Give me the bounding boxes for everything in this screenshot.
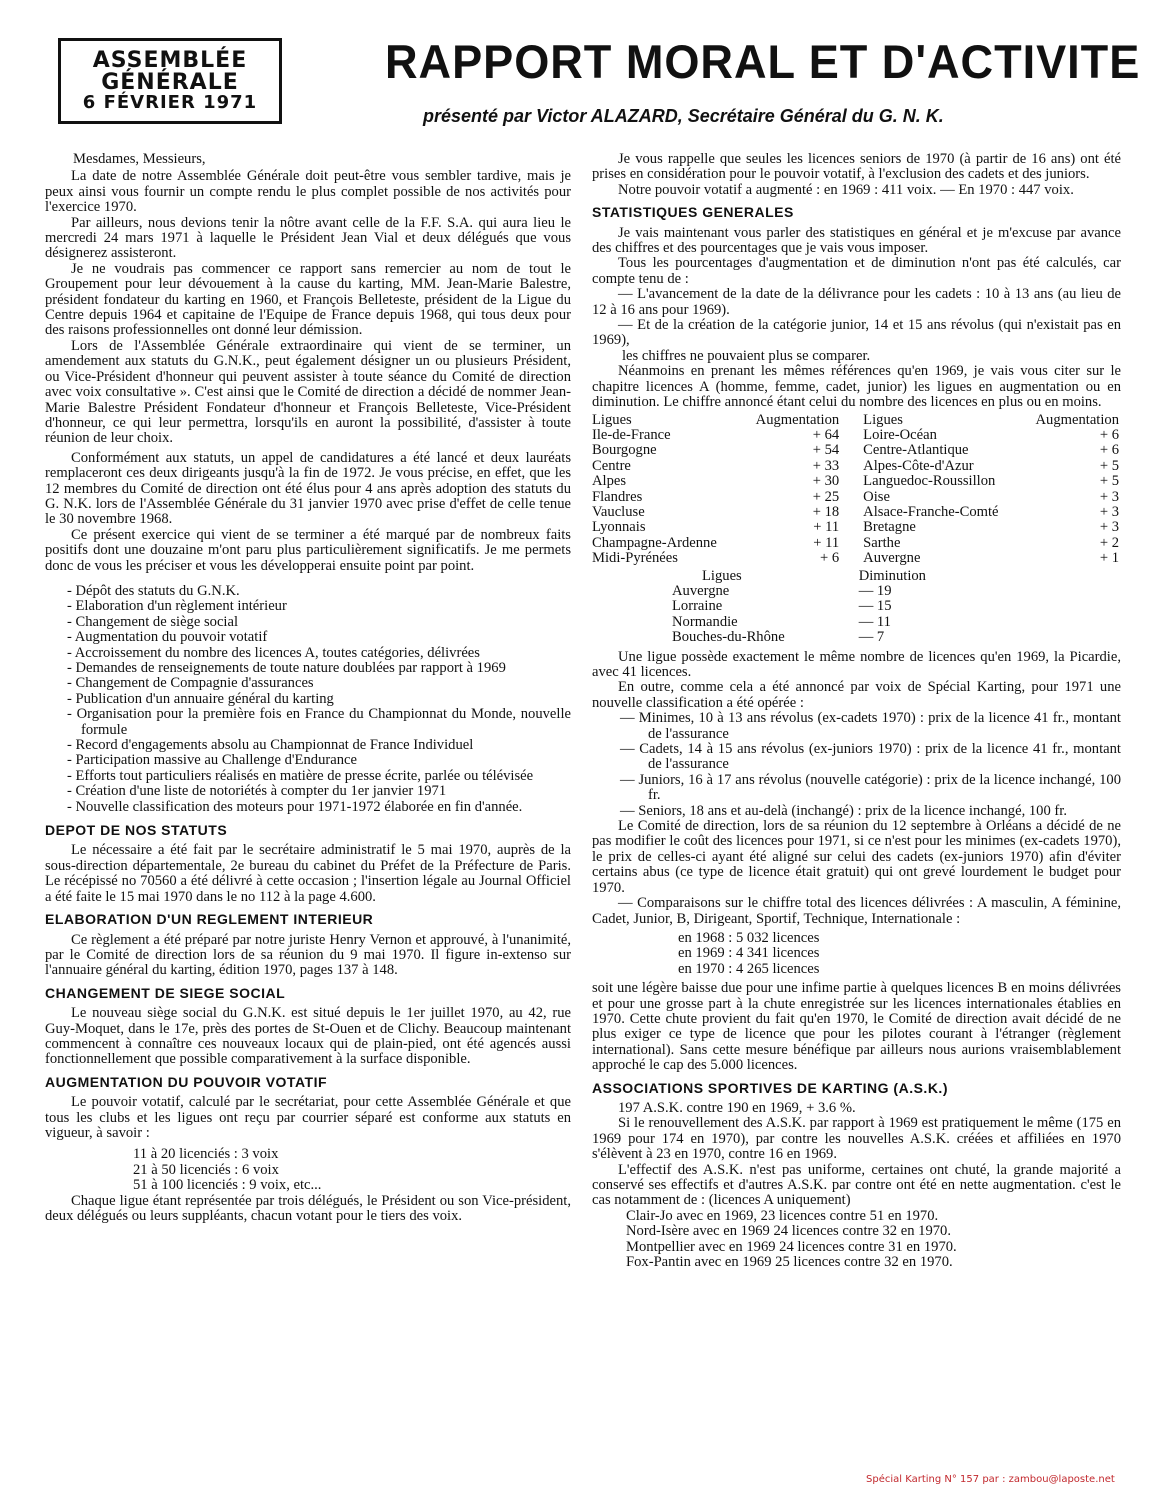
section-heading-pouvoir: AUGMENTATION DU POUVOIR VOTATIF [45,1073,328,1090]
league-value: — 15 [858,598,892,615]
badge-line-1: ASSEMBLÉE [92,48,248,73]
paragraph: Notre pouvoir votatif a augmenté : en 1969 : 411 voix. — En 1970 : 447 voix. [618,181,1074,198]
increase-table [592,413,1121,567]
league-name: Auvergne [863,550,921,567]
source-credit: Spécial Karting N° 157 par : zambou@laposte.net [866,1474,1115,1485]
class-item: — Minimes, 10 à 13 ans révolus (ex-cadets 1970) : prix de la licence 41 fr., montant de l'assurance [620,710,1121,742]
table-row [592,474,1121,489]
column-header: Augmentation [1035,411,1119,428]
list-item: - Création d'une liste de notoriétés à compter du 1er janvier 1971 [67,783,447,800]
league-value: + 30 [812,473,840,490]
salutation: Mesdames, Messieurs, [73,151,206,167]
paragraph: Si le renouvellement des A.S.K. par rapport à 1969 est pratiquement le même (175 en 1969 pour 174 en 1970), par contre les nouvelles A.S.K. créées et affiliées en 1970 s'élèvent à 23 en 1970, contre 16 en 1969. [592,1115,1121,1163]
table-row [592,443,1121,458]
page-title: RAPPORT MORAL ET D'ACTIVITE [385,35,1141,88]
league-value: + 3 [1099,488,1119,505]
league-value: + 54 [812,442,840,459]
column-header: Ligues [863,411,903,428]
list-item: - Efforts tout particuliers réalisés en matière de presse écrite, parlée ou télévisée [67,767,534,784]
table-row [592,551,1121,566]
table-row [592,505,1121,520]
table-row [672,630,926,645]
league-name: Loire-Océan [863,426,937,443]
league-value: — 11 [858,613,891,630]
class-item: — Seniors, 18 ans et au-delà (inchangé) : prix de la licence inchangé, 100 fr. [620,802,1067,819]
paragraph: Je vais maintenant vous parler des statistiques en général et je m'excuse par avance des chiffres et des pourcentages que je vais vous imposer. [592,224,1121,257]
league-value: + 2 [1099,534,1119,551]
paragraph: Le Comité de direction, lors de sa réunion du 12 septembre à Orléans a décidé de ne pas modifier le coût des licences pour 1971, si ce n'est pour les minimes (ex-cadets 1970), le prix de celles-ci ayant été aligné sur celui des cadets (ex-juniors 1970) afin d'éviter certains abus (ce type de licence était gratuit) qui ont grevé lourdement le budget pour 1970. [592,818,1121,896]
league-name: Alsace-Franche-Comté [863,503,999,520]
section-heading-siege: CHANGEMENT DE SIEGE SOCIAL [45,984,286,1001]
league-name: Lyonnais [592,519,646,536]
table-row [592,520,1121,535]
badge-line-3: 6 FÉVRIER 1971 [82,92,258,113]
league-value: + 3 [1099,519,1119,536]
league-name: Languedoc-Roussillon [863,473,996,490]
paragraph: les chiffres ne pouvaient plus se comparer. [622,347,871,364]
list-item: - Changement de Compagnie d'assurances [67,675,314,692]
league-name: Flandres [592,488,643,505]
league-value: + 3 [1099,503,1119,520]
table-row [592,536,1121,551]
club-list [626,1209,1121,1271]
table-row [672,584,926,599]
list-item: - Changement de siège social [67,613,239,630]
page-subtitle: présenté par Victor ALAZARD, Secrétaire Général du G. N. K. [423,106,944,126]
list-item: - Elaboration d'un règlement intérieur [67,598,287,615]
paragraph: 197 A.S.K. contre 190 en 1969, + 3.6 %. [618,1099,856,1116]
list-item: - Dépôt des statuts du G.N.K. [67,582,240,599]
paragraph: — Comparaisons sur le chiffre total des licences délivrées : A masculin, A féminine, Cadet, Junior, B, Dirigeant, Sportif, Technique, Internationale : [592,895,1121,927]
table-header-row [672,569,926,584]
league-name: Vaucluse [592,503,645,520]
paragraph: Le nécessaire a été fait par le secrétaire administratif le 5 mai 1970, auprès de la sous-direction départementale, 2e bureau du cabinet du Préfet de la Préfecture de Paris. Le récépissé no 70560 a été délivré à cette occasion ; l'insertion légale au Journal Officiel a été faite le 15 mai 1970 dans le no 112 à la page 4.600. [45,842,571,905]
section-heading-ask: ASSOCIATIONS SPORTIVES DE KARTING (A.S.K.) [592,1079,948,1096]
league-name: Ile-de-France [592,426,671,443]
paragraph: Ce règlement a été préparé par notre juriste Henry Vernon et approuvé, à l'unanimité, par le Comité de direction lors de sa réunion du 9 mai 1970. Il figure in-extenso sur l'annuaire général du karting, édition 1970, pages 137 à 148. [45,931,571,979]
league-value: + 6 [1099,442,1119,459]
licence-totals [678,931,1121,977]
league-name: Sarthe [863,534,901,551]
league-name: Bouches-du-Rhône [672,629,785,646]
class-item: — Juniors, 16 à 17 ans révolus (nouvelle catégorie) : prix de la licence inchangé, 100 fr. [620,771,1121,804]
league-value: + 1 [1099,550,1119,567]
paragraph: Néanmoins en prenant les mêmes références qu'en 1969, je vais vous citer sur le chapitre licences A (homme, femme, cadet, junior) les ligues en augmentation ou en diminution. Le chiffre annoncé étant celui du nombre des licences en plus ou en moins. [592,363,1121,411]
list-item: - Publication d'un annuaire général du karting [67,690,334,707]
league-name: Bretagne [863,519,916,536]
list-item: - Organisation pour la première fois en France du Championnat du Monde, nouvelle formule [67,706,571,738]
league-value: + 64 [812,426,840,443]
league-name: Midi-Pyrénées [592,550,678,567]
paragraph: Je vous rappelle que seules les licences seniors de 1970 (à partir de 16 ans) ont été prises en considération pour le pouvoir votatif, à l'exclusion des cadets et des juniors. [592,151,1121,183]
table-row [592,490,1121,505]
badge-line-2: GÉNÉRALE [101,70,239,95]
list-item: - Accroissement du nombre des licences A, toutes catégories, délivrées [67,644,480,661]
league-name: Oise [863,488,890,505]
paragraph: La date de notre Assemblée Générale doit peut-être vous sembler tardive, mais je peux ainsi vous fournir un compte rendu le plus complet possible de nos activités pour l'exercice 1970. [45,168,571,216]
paragraph: Une ligue possède exactement le même nombre de licences qu'en 1969, la Picardie, avec 41 licences. [592,648,1121,680]
paragraph: Tous les pourcentages d'augmentation et de diminution n'ont pas été calculés, car compte tenu de : [592,255,1121,287]
paragraph: soit une légère baisse due pour une infime partie à quelques licences B en moins délivrées et pour une grosse part à la chute enregistrée sur les licences internationales établies en 1970. Cette chute provient du fait qu'en 1970, le Comité de direction avait décidé de ne plus exiger ce type de licence que pour les pilotes courant à l'étranger (règlement international). Sans cette mesure bénéfique par ailleurs nous aurions vraisemblablement approché le cap des 5.000 licences. [592,980,1121,1074]
club-row: Fox-Pantin avec en 1969 25 licences contre 32 en 1970. [626,1254,953,1271]
league-value: — 19 [858,582,892,599]
paragraph: Conformément aux statuts, un appel de candidatures a été lancé et deux lauréats remplaceront ces deux dirigeants jusqu'à la fin de 1972. Je vous précise, en effet, que les 12 membres du Comité de direction ont été élus pour 4 ans après adoption des statuts du G. N.K. lors de l'Assemblée Générale du 31 janvier 1970 avec prise d'effet de celle tenue le 30 novembre 1968. [45,449,571,528]
league-value: + 6 [1099,426,1119,443]
list-item: - Record d'engagements absolu au Championnat de France Individuel [67,737,474,754]
paragraph: Chaque ligue étant représentée par trois délégués, le Président ou son Vice-président, deux délégués ou leurs suppléants, chacun votant pour le tiers des voix. [45,1192,571,1224]
total-row: en 1968 : 5 032 licences [678,929,820,946]
table-row [672,615,926,630]
paragraph: Le nouveau siège social du G.N.K. est situé depuis le 1er juillet 1970, au 42, rue Guy-Moquet, dans le 17e, près des portes de St-Ouen et de Clichy. Beaucoup maintenant commencent à connaître ces nouveaux locaux qui de plain-pied, ont été agencés aussi fonctionnellement que possible comparativement à la surface disponible. [45,1005,571,1068]
column-header: Diminution [858,567,926,584]
column-header: Ligues [592,411,632,428]
assembly-date-badge [58,38,282,124]
section-heading-reglement: ELABORATION D'UN REGLEMENT INTERIEUR [45,911,374,928]
vote-row: 11 à 20 licenciés : 3 voix [133,1146,279,1163]
paragraph: Le pouvoir votatif, calculé par le secrétariat, pour cette Assemblée Générale et que tous les clubs et les ligues ont reçu par courrier séparé est conforme aux statuts en vigueur, à savoir : [45,1094,571,1141]
class-item: — Cadets, 14 à 15 ans révolus (ex-juniors 1970) : prix de la licence 41 fr., montant de l'assurance [620,741,1121,773]
highlights-list [67,584,571,815]
column-header: Augmentation [755,411,840,428]
league-value: + 11 [813,534,840,551]
paragraph: Je ne voudrais pas commencer ce rapport sans remercier au nom de tout le Groupement pour leur dévouement à la cause du karting, MM. Jean-Marie Balestre, président fondateur du karting en 1960, et François Belleteste, président de la Ligue du Centre depuis 1964 et capitaine de l'Equipe de France depuis 1968, qui tous deux pour des raisons professionnelles ont donné leur démission. [45,260,571,339]
league-value: + 18 [812,503,840,520]
club-row: Montpellier avec en 1969 24 licences contre 31 en 1970. [626,1238,957,1255]
vote-row: 21 à 50 licenciés : 6 voix [133,1161,279,1178]
league-name: Normandie [672,613,738,630]
column-header: Ligues [702,567,742,584]
left-column [45,152,571,1224]
league-name: Bourgogne [592,442,657,459]
league-value: + 11 [813,519,840,536]
paragraph: En outre, comme cela a été annoncé par voix de Spécial Karting, pour 1971 une nouvelle classification a été opérée : [592,679,1121,711]
league-value: — 7 [858,629,885,646]
total-row: en 1969 : 4 341 licences [678,945,820,962]
table-row [592,459,1121,474]
league-value: + 33 [812,457,840,474]
league-name: Centre-Atlantique [863,442,969,459]
paragraph: Lors de l'Assemblée Générale extraordinaire qui vient de se terminer, un amendement aux statuts du G.N.K., peut également désigner un ou plusieurs Président, ou Vice-Président d'honneur qui peuvent assister à toute séance du Comité de direction avec voix consultative ». C'est ainsi que le Comité de direction a décidé de nommer Jean-Marie Balestre Président Fondateur d'honneur et François Belleteste, Vice-Président d'honneur, ce qui leur permettra, lorsqu'ils en auront la possibilité, d'assister à toute réunion de leur choix. [45,337,571,447]
section-heading-depot: DEPOT DE NOS STATUTS [45,822,228,839]
league-value: + 6 [819,550,840,567]
paragraph: L'effectif des A.S.K. n'est pas uniforme, certaines ont chuté, la grande majorité a conservé ses effectifs et d'autres A.S.K. par contre ont été en nette augmentation. c'est le cas notamment de : (licences A uniquement) [592,1161,1121,1209]
list-item: - Nouvelle classification des moteurs pour 1971-1972 élaborée en fin d'année. [67,798,523,815]
section-heading-statistiques: STATISTIQUES GENERALES [592,204,794,221]
league-value: + 5 [1099,457,1119,474]
list-item: - Augmentation du pouvoir votatif [67,629,268,646]
paragraph: — Et de la création de la catégorie junior, 14 et 15 ans révolus (qui n'existait pas en 1969), [592,317,1121,349]
list-item: - Demandes de renseignements de toute nature doublées par rapport à 1969 [67,660,506,676]
league-name: Champagne-Ardenne [592,534,717,551]
club-row: Nord-Isère avec en 1969 24 licences contre 32 en 1970. [626,1223,951,1240]
right-column [592,152,1121,1270]
league-name: Auvergne [672,582,730,599]
list-item: - Participation massive au Challenge d'Endurance [67,752,357,769]
total-row: en 1970 : 4 265 licences [678,960,820,977]
paragraph: — L'avancement de la date de la délivrance pour les cadets : 10 à 13 ans (au lieu de 12 à 16 ans pour 1969). [592,286,1121,318]
club-row: Clair-Jo avec en 1969, 23 licences contre 51 en 1970. [626,1207,939,1224]
table-header-row [592,413,1121,428]
league-name: Alpes [592,473,627,490]
table-row [592,428,1121,443]
vote-scale [133,1147,571,1193]
league-name: Centre [592,457,631,474]
table-row [672,599,926,614]
vote-row: 51 à 100 licenciés : 9 voix, etc... [133,1177,322,1194]
league-name: Lorraine [672,598,723,615]
decrease-table [672,569,926,646]
paragraph: Ce présent exercice qui vient de se terminer a été marqué par de nombreux faits positifs dont une douzaine m'ont paru plus particulièrement significatifs. Je me permets donc de vous les préciser et vous les développerai ensuite point par point. [45,526,571,574]
league-value: + 5 [1099,473,1119,490]
league-name: Alpes-Côte-d'Azur [863,457,974,474]
league-value: + 25 [812,488,840,505]
paragraph: Par ailleurs, nous devions tenir la nôtre avant celle de la F.F. S.A. qui aura lieu le mercredi 24 mars 1971 à laquelle le Président Jean Vial et deux délégués que vous désignerez assisteront. [45,214,571,262]
